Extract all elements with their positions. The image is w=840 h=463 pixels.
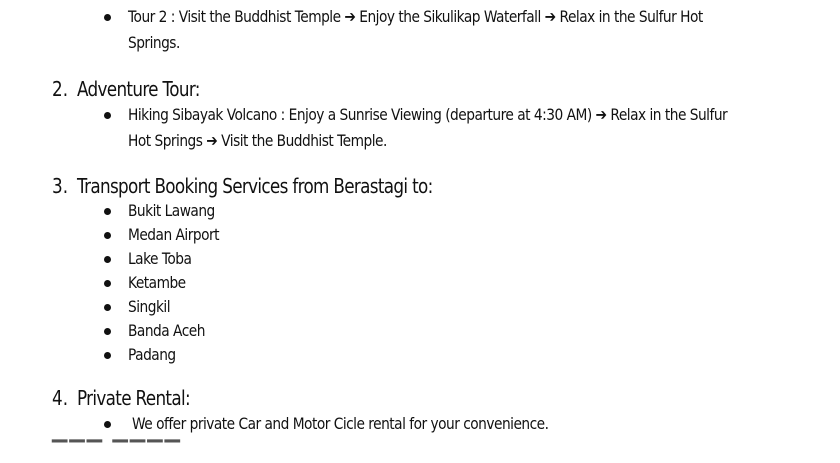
bullet-dot	[104, 232, 111, 239]
section-3-title: Transport Booking Services from Berastagi to:	[77, 174, 433, 198]
destination-item: Bukit Lawang	[128, 201, 215, 220]
destination-item: Singkil	[128, 297, 171, 316]
destination-item: Medan Airport	[128, 225, 219, 244]
bullet-dot	[104, 280, 111, 287]
section-2-number: 2.	[52, 77, 69, 101]
adventure-line-1: Hiking Sibayak Volcano : Enjoy a Sunrise Viewing (departure at 4:30 AM) ➔ Relax in the Sulfur	[128, 105, 728, 124]
bullet-dot	[104, 256, 111, 263]
section-4-number: 4.	[52, 386, 69, 410]
tour-2-line-2: Springs.	[128, 33, 180, 52]
adventure-line-2: Hot Springs ➔ Visit the Buddhist Temple.	[128, 131, 387, 150]
cut-off-heading-fragment: ▔▔▔ ▔▔▔▔	[52, 439, 183, 463]
destination-item: Padang	[128, 345, 176, 364]
bullet-dot	[104, 304, 111, 311]
destination-item: Ketambe	[128, 273, 186, 292]
bullet-dot	[104, 421, 111, 428]
section-3-number: 3.	[52, 174, 69, 198]
destination-item: Banda Aceh	[128, 321, 205, 340]
bullet-dot	[104, 208, 111, 215]
section-4-title: Private Rental:	[77, 386, 190, 410]
bullet-dot	[104, 14, 111, 21]
bullet-dot	[104, 328, 111, 335]
section-2-title: Adventure Tour:	[77, 77, 200, 101]
destination-item: Lake Toba	[128, 249, 192, 268]
bullet-dot	[104, 352, 111, 359]
bullet-dot	[104, 112, 111, 119]
rental-line-1: We offer private Car and Motor Cicle rental for your convenience.	[132, 414, 549, 433]
tour-2-line-1: Tour 2 : Visit the Buddhist Temple ➔ Enjoy the Sikulikap Waterfall ➔ Relax in the Sulfur Hot	[128, 7, 703, 26]
